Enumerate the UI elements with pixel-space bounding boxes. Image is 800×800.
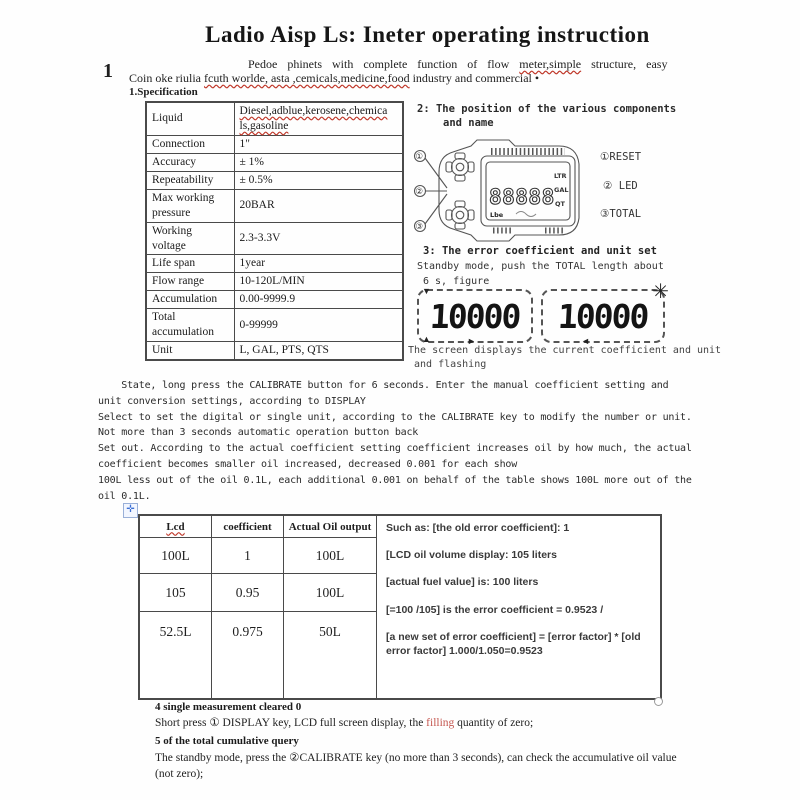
spec-table [145,101,404,361]
circled-3: ③ [600,208,610,220]
label-reset-text: RESET [609,151,642,163]
section5-heading: 5 of the total cumulative query [155,735,299,747]
table-resize-handle[interactable] [654,697,663,706]
cell-actual: 50L [284,612,377,698]
spec-label: Flow range [146,273,234,291]
lcd-display-left [417,286,533,346]
table-row [146,171,403,189]
lcd-display-right [541,279,669,346]
page-title: Ladio Aisp Ls: Ineter operating instruction [205,22,650,47]
note-line: [LCD oil volume display: 105 liters [386,549,557,562]
spec-value: ± 1% [234,153,403,171]
spec-value: 20BAR [234,189,403,222]
label-led [603,180,638,192]
circled-1: ① [209,715,220,729]
lcd-digits: 88888 [489,185,555,209]
section3-body-line2: 6 s, figure [423,276,490,287]
meter-diagram [413,134,585,248]
intro-line-1 [248,57,700,72]
arrow-right-icon: ► [467,336,476,346]
circled-1: ① [600,151,610,163]
lcd-badge: Lbe [490,211,504,219]
section4-body [155,715,715,729]
section5-text: The standby mode, press the [155,752,290,764]
lcd-unit-ltr: LTR [554,172,567,180]
intro-line2-post: industry and commercial • [409,71,540,85]
cell-actual: 100L [284,538,377,574]
section3-body-line1: Standby mode, push the TOTAL length about [417,261,664,272]
cell-coefficient: 0.975 [212,612,284,698]
table-row [146,153,403,171]
cell-actual: 100L [284,574,377,612]
cell-lcd: 52.5L [140,612,212,698]
note-line: [=100 /105] is the error coefficient = 0.9523 / [386,603,604,616]
table-row [146,255,403,273]
body-line: Not more than 3 seconds automatic operation button back [98,427,419,439]
section4-red-word: filling [426,717,455,729]
cell-lcd: 105 [140,574,212,612]
spec-label: Connection [146,135,234,153]
col-header-coefficient: coefficient [212,516,284,538]
spec-value: 10-120L/MIN [234,273,403,291]
table-row [146,342,403,360]
arrow-up-icon: ▲ [422,334,431,344]
flash-star-icon: ✳ [652,279,669,303]
cell-coefficient: 0.95 [212,574,284,612]
callout-2: ② [415,187,424,197]
intro-line1-post: structure, easy [581,57,668,71]
section4-text: quantity of zero; [454,717,534,729]
table-row [146,222,403,255]
section4-text: DISPLAY key, LCD full screen display, the [219,717,427,729]
callout-3: ③ [415,222,424,232]
body-line: unit conversion settings, according to DISPLAY [98,395,366,407]
spec-label: Max working pressure [146,189,234,222]
table-row [146,273,403,291]
section4-text: Short press [155,717,210,729]
spec-label: Unit [146,342,234,360]
total-button-glyph [446,201,474,229]
section2-heading-line1: 2: The position of the various components [417,103,677,115]
spec-label: Working voltage [146,222,234,255]
col-header-lcd: Lcd [140,516,212,538]
spec-value: 1year [234,255,403,273]
spec-value: 0-99999 [234,309,403,342]
circled-2: ② [289,750,300,764]
intro-line1-marked: meter,simple [519,57,582,71]
body-line: coefficient becomes smaller oil increased, decreased 0.001 for each show [98,458,518,470]
section5-body-line2: (not zero); [155,768,204,780]
table-row [146,189,403,222]
note-line: [a new set of error coefficient] = [error factor] * [old error factor] 1.000/1.050=0.9523 [386,630,641,657]
lcd-unit-gal: GAL [554,186,569,194]
spec-heading: 1.Specification [129,86,198,98]
spec-label: Liquid [146,102,234,135]
col-header-actual-output: Actual Oil output [284,516,377,538]
intro-line2-pre: Coin oke riulia [129,71,204,85]
spec-label: Repeatability [146,171,234,189]
section5-text: CALIBRATE key (no more than 3 seconds), can check the accumulative oil value [299,752,677,764]
label-total [600,208,641,220]
table-row [146,291,403,309]
intro-line2-marked: fcuth worlde, asta ,cemicals,medicine,food [204,71,410,85]
spec-value: ± 0.5% [234,171,403,189]
body-line: oil 0.1L. [98,490,151,502]
arrow-left-icon: ◄ [581,336,590,346]
section3-caption-line2: and flashing [414,359,487,370]
spec-label: Accuracy [146,153,234,171]
example-note [377,516,660,698]
cell-lcd: 100L [140,538,212,574]
arrow-down-icon: ▼ [422,286,431,296]
spec-label: Accumulation [146,291,234,309]
body-line: State, long press the CALIBRATE button for 6 seconds. Enter the manual coefficient setting and [98,380,669,391]
spec-value: Diesel,adblue,kerosene,chemica ls,gasoline [234,102,403,135]
section3-heading: 3: The error coefficient and unit set [423,245,657,257]
section5-body-line1 [155,750,725,764]
list-number: 1 [103,60,113,82]
body-line: Select to set the digital or single unit, according to the CALIBRATE key to modify the number or unit. [98,411,692,423]
reset-button-glyph [446,153,474,181]
circled-2: ② [603,180,613,192]
lcd-scribble [516,212,536,217]
label-reset [600,151,641,163]
spec-label: Total accumulation [146,309,234,342]
spec-value: L, GAL, PTS, QTS [234,342,403,360]
coefficient-table [138,514,662,700]
body-paragraphs [98,378,738,504]
lcd-right-value: 10000 [557,296,649,336]
spec-label: Life span [146,255,234,273]
table-row [146,135,403,153]
spec-value: 1" [234,135,403,153]
section4-heading: 4 single measurement cleared 0 [155,701,302,713]
spec-value: 2.3-3.3V [234,222,403,255]
section2-heading-line2: and name [443,117,494,129]
section3-caption-line1: The screen displays the current coefficient and unit [408,345,722,356]
intro-line1-pre: Pedoe phinets with complete function of flow [248,57,520,71]
table-row [146,309,403,342]
table-row [146,102,403,135]
note-line: [actual fuel value] is: 100 liters [386,576,539,589]
spec-value: 0.00-9999.9 [234,291,403,309]
cell-coefficient: 1 [212,538,284,574]
label-total-text: TOTAL [609,208,642,220]
table-move-icon[interactable]: ✛ [123,503,138,518]
intro-line-2 [129,71,699,86]
note-line: Such as: [the old error coefficient]: 1 [386,522,570,534]
callout-1: ① [415,152,424,162]
lcd-left-value: 10000 [429,296,521,336]
body-line: Set out. According to the actual coefficient setting coefficient increases oil by how much, the actual [98,443,692,455]
lcd-unit-qt: QT [555,200,565,208]
body-line: 100L less out of the oil 0.1L, each additional 0.001 on behalf of the table shows 100L more out of the [98,474,692,486]
label-led-text: LED [612,180,638,192]
